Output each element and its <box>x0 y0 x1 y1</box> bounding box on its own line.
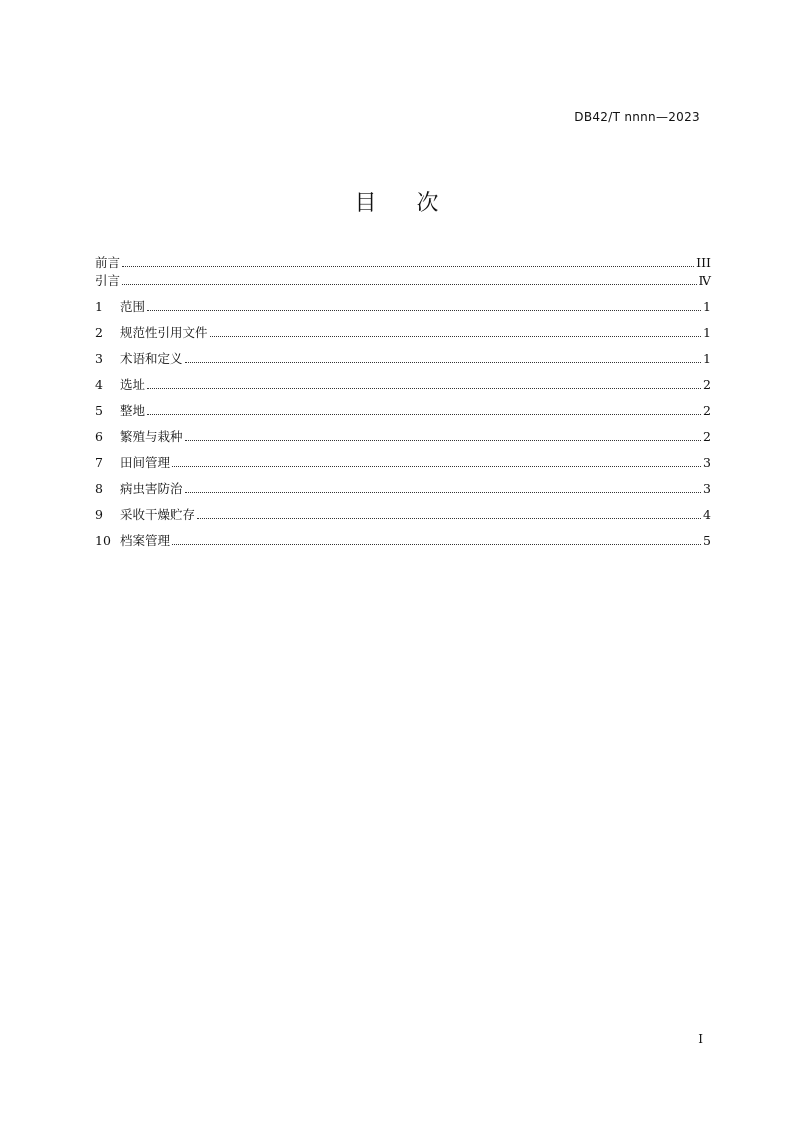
toc-leader <box>210 336 702 337</box>
toc-entry-4[interactable] <box>95 376 711 394</box>
toc-leader <box>122 284 696 285</box>
toc-entry-page: III <box>696 255 711 270</box>
toc-entry-number: 9 <box>95 507 103 522</box>
toc-leader <box>172 544 701 545</box>
toc-entry-7[interactable] <box>95 454 711 472</box>
toc-entry-label: 引言 <box>95 273 121 288</box>
toc-leader <box>185 492 702 493</box>
toc-entry-label: 繁殖与栽种 <box>120 429 183 444</box>
toc-entry-9[interactable] <box>95 506 711 524</box>
toc-leader <box>147 310 701 311</box>
toc-leader <box>147 414 701 415</box>
toc-leader <box>172 466 701 467</box>
toc-entry-page: 1 <box>703 351 711 366</box>
toc-entry-8[interactable] <box>95 480 711 498</box>
toc-entry-label: 整地 <box>120 403 146 418</box>
toc-entry-number: 5 <box>95 403 103 418</box>
toc-entry-label: 田间管理 <box>120 455 171 470</box>
toc-entry-label: 前言 <box>95 255 121 270</box>
toc-entry-number: 2 <box>95 325 103 340</box>
toc-entry-label: 选址 <box>120 377 146 392</box>
toc-entry-number: 8 <box>95 481 103 496</box>
toc-entry-preface[interactable] <box>95 254 711 272</box>
toc-entry-page: 3 <box>703 455 711 470</box>
toc-entry-label: 采收干燥贮存 <box>120 507 196 522</box>
toc-entry-page: Ⅳ <box>698 273 711 288</box>
table-of-contents <box>95 254 711 550</box>
toc-entry-page: 5 <box>703 533 711 548</box>
page-number: I <box>698 1032 703 1046</box>
toc-title-char-2: 次 <box>416 191 439 216</box>
toc-entry-page: 2 <box>703 377 711 392</box>
toc-entry-introduction[interactable] <box>95 272 711 290</box>
toc-title <box>0 186 793 217</box>
toc-entry-3[interactable] <box>95 350 711 368</box>
toc-leader <box>197 518 701 519</box>
toc-entry-page: 2 <box>703 429 711 444</box>
toc-entry-label: 规范性引用文件 <box>120 325 208 340</box>
toc-entry-1[interactable] <box>95 298 711 316</box>
toc-entry-2[interactable] <box>95 324 711 342</box>
toc-entry-label: 范围 <box>120 299 146 314</box>
toc-leader <box>185 440 702 441</box>
toc-entry-10[interactable] <box>95 532 711 550</box>
toc-entry-page: 3 <box>703 481 711 496</box>
toc-leader <box>122 266 694 267</box>
toc-entry-number: 6 <box>95 429 103 444</box>
toc-title-char-1: 目 <box>354 191 377 216</box>
toc-entry-6[interactable] <box>95 428 711 446</box>
toc-entry-number: 3 <box>95 351 103 366</box>
toc-entry-number: 4 <box>95 377 103 392</box>
toc-leader <box>185 362 702 363</box>
toc-entry-page: 1 <box>703 299 711 314</box>
toc-entry-label: 术语和定义 <box>120 351 183 366</box>
toc-entry-label: 病虫害防治 <box>120 481 183 496</box>
toc-entry-page: 2 <box>703 403 711 418</box>
toc-entry-5[interactable] <box>95 402 711 420</box>
toc-entry-number: 7 <box>95 455 103 470</box>
toc-leader <box>147 388 701 389</box>
toc-entry-number: 10 <box>95 533 111 548</box>
toc-entry-label: 档案管理 <box>120 533 171 548</box>
toc-entry-page: 4 <box>703 507 711 522</box>
document-code: DB42/T nnnn—2023 <box>574 110 700 124</box>
toc-entry-number: 1 <box>95 299 103 314</box>
toc-entry-page: 1 <box>703 325 711 340</box>
